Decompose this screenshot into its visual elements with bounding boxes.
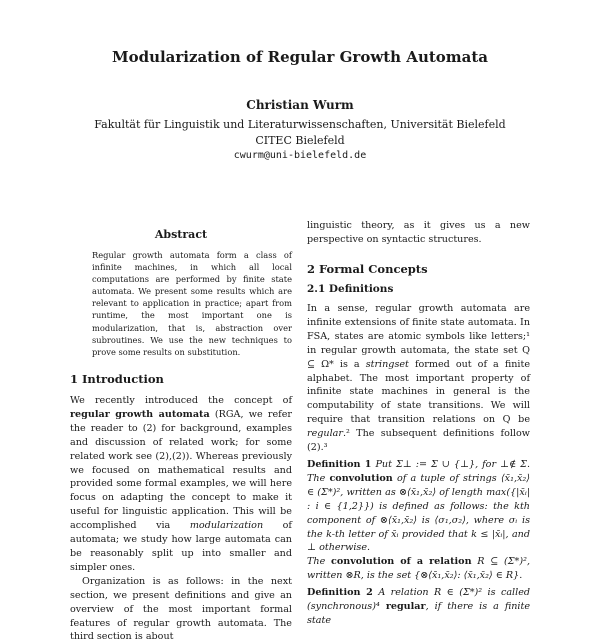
abstract-heading: Abstract: [154, 228, 208, 241]
author-email[interactable]: cwurm@uni-bielefeld.de: [233, 150, 367, 161]
definitions-paragraph: In a sense, regular growth automata are infinite extensions of finite state automata. In FSA, states are atomic symbols like letters;¹ in regular growth automata, the state set Q ⊆ Ω* is a stringset formed out of a finite alphabet. The most important property of infinite state machines in general is the computability of state transitions. We will require that transition relations on Q be regular.² The subsequent definitions follow (2).³: [307, 303, 530, 454]
right-column-carryover: linguistic theory, as it gives us a new perspective on syntactic structures.: [307, 220, 530, 245]
author-name: Christian Wurm: [246, 98, 354, 112]
intro-paragraph-1: We recently introduced the concept of regular growth automata (RGA, we refer the reader to (2) for background, examples and discussion of related work; for some related work see (2),(2)). Whereas previously we focused on mathematical results and provided some formal examples, we will here focus on adapting the concept to make it useful for linguistic application. This will be accomplished via modularization of automata; we study how large automata can be reasonably split up into smaller and simpler ones.: [70, 395, 292, 573]
definitions-body: [307, 302, 531, 626]
abstract-text: Regular growth automata form a class of infinite machines, in which all local computations are performed by finite state automata. We present some results which are relevant to application in practice; apart from runtime, the most important one is modularization, that is, abstraction over subroutines. We use the new techniques to prove some results on substitution.: [92, 250, 292, 357]
definition-1: Definition 1 Put Σ⊥ := Σ ∪ {⊥}, for ⊥∉ Σ. The convolution of a tuple of strings ⟨x̄₁,x̄₂⟩ ∈ (Σ*)², written as ⊗⟨x̄₁,x̄₂⟩ of length max({|x̄ᵢ| : i ∈ {1,2}}) is defined as follows: the kth component of ⊗⟨x̄₁,x̄₂⟩ is ⟨σ₁,σ₂⟩, where σᵢ is the k-th letter of x̄ᵢ provided that k ≤ |x̄ᵢ|, and ⊥ otherwise.: [307, 458, 530, 554]
definition-1-relation: The convolution of a relation R ⊆ (Σ*)², written ⊗R, is the set {⊗⟨x̄₁,x̄₂⟩: ⟨x̄₁,x̄₂⟩ ∈ R}.: [307, 556, 530, 582]
author-affiliation: Fakultät für Linguistik und Literaturwissenschaften, Universität Bielefeld: [94, 118, 506, 131]
paper-title: Modularization of Regular Growth Automata: [111, 48, 489, 66]
definition-2: Definition 2 A relation R ∈ (Σ*)² is called (synchronous)⁴ regular, if there is a finite state: [307, 587, 531, 626]
subsection-heading-definitions: 2.1 Definitions: [307, 283, 394, 295]
intro-body: [70, 394, 292, 643]
section-heading-formal-concepts: 2 Formal Concepts: [307, 262, 428, 276]
section-heading-introduction: 1 Introduction: [70, 372, 164, 386]
author-institute: CITEC Bielefeld: [255, 134, 345, 147]
intro-paragraph-2: Organization is as follows: in the next section, we present definitions and give an overview of the most important formal features of regular growth automata. The third section is about: [70, 575, 292, 643]
